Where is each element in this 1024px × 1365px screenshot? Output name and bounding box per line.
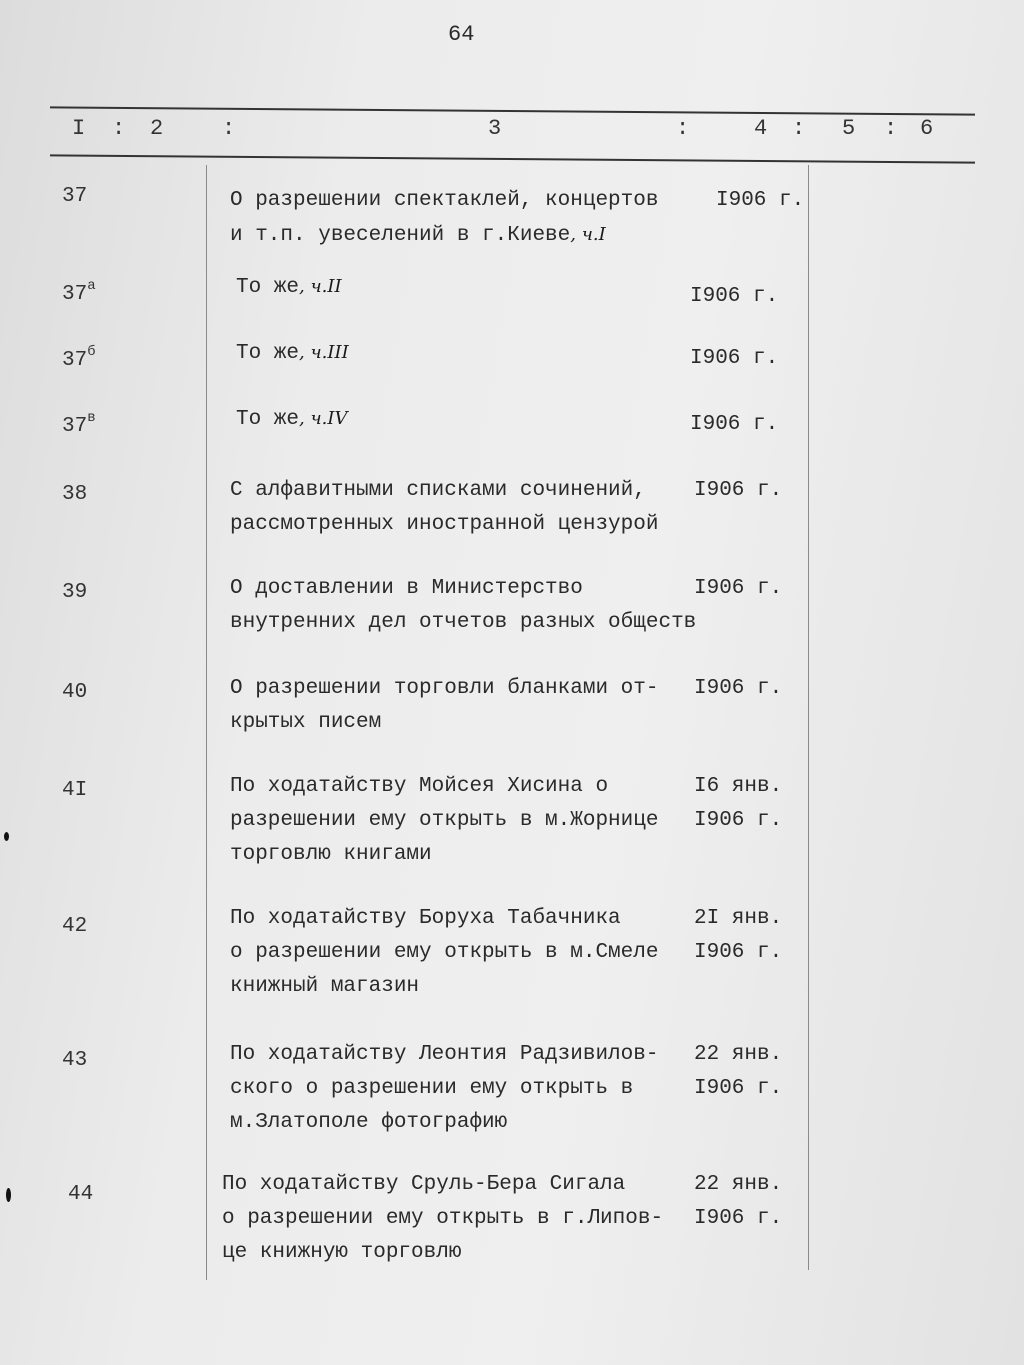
column-divider bbox=[206, 165, 207, 1280]
header-sep: : bbox=[222, 116, 236, 141]
header-sep: : bbox=[884, 116, 898, 141]
header-col-5: 5 bbox=[842, 116, 856, 141]
case-date: I906 г. bbox=[694, 677, 783, 700]
case-title: По ходатайству Сруль-Бера Сигала о разрешении ему открыть в г.Липов- це книжную торговлю bbox=[222, 1173, 664, 1264]
case-number: 38 bbox=[62, 483, 88, 506]
header-sep: : bbox=[792, 116, 806, 141]
case-number: 42 bbox=[62, 915, 88, 938]
case-number: 44 bbox=[68, 1183, 94, 1206]
case-number: 40 bbox=[62, 681, 88, 704]
case-title: То же, ч.IV bbox=[236, 408, 348, 431]
case-date: I906 г. bbox=[690, 285, 779, 308]
case-number: $37^б$ bbox=[62, 344, 96, 372]
case-date: 22 янв. I906 г. bbox=[694, 1043, 783, 1100]
header-sep: : bbox=[676, 116, 690, 141]
header-bottom-rule bbox=[50, 154, 975, 163]
case-title: О разрешении спектаклей, концертов и т.п. увеселений в г.Киеве, ч.I bbox=[230, 189, 659, 247]
header-col-3: 3 bbox=[488, 116, 502, 141]
case-title: По ходатайству Боруха Табачника о разрешении ему открыть в м.Смеле книжный магазин bbox=[230, 907, 659, 998]
header-sep: : bbox=[112, 116, 126, 141]
case-title: О доставлении в Министерство внутренних дел отчетов разных обществ bbox=[230, 577, 697, 634]
case-title: То же, ч.III bbox=[236, 342, 349, 365]
case-date: I906 г. bbox=[694, 577, 783, 600]
case-date: I6 янв. I906 г. bbox=[694, 775, 783, 832]
case-date: I906 г. bbox=[690, 347, 779, 370]
case-date: I906 г. bbox=[694, 479, 783, 502]
case-title: С алфавитными списками сочинений, рассмотренных иностранной цензурой bbox=[230, 479, 659, 536]
case-date: I906 г. bbox=[690, 413, 779, 436]
scan-mark bbox=[6, 1188, 11, 1202]
case-title: То же, ч.II bbox=[236, 276, 342, 299]
case-number: 37 bbox=[62, 185, 88, 208]
case-number: $37^а$ bbox=[62, 278, 96, 306]
case-title: О разрешении торговли бланками от- крытых писем bbox=[230, 677, 659, 734]
handwritten-note: , ч.IV bbox=[299, 408, 348, 429]
case-number: 4I bbox=[62, 779, 88, 802]
header-col-4: 4 bbox=[754, 116, 768, 141]
header-col-6: 6 bbox=[920, 116, 934, 141]
case-date: 2I янв. I906 г. bbox=[694, 907, 783, 964]
column-divider bbox=[808, 165, 809, 1270]
case-title: По ходатайству Мойсея Хисина о разрешении ему открыть в м.Жорнице торговлю книгами bbox=[230, 775, 659, 866]
case-number: 39 bbox=[62, 581, 88, 604]
header-top-rule bbox=[50, 106, 975, 115]
header-col-2: 2 bbox=[150, 116, 164, 141]
case-number: $37^в$ bbox=[62, 410, 96, 438]
handwritten-note: , ч.III bbox=[299, 342, 349, 363]
case-date: 22 янв. I906 г. bbox=[694, 1173, 783, 1230]
scan-mark bbox=[4, 832, 9, 841]
case-date: I906 г. bbox=[716, 189, 805, 212]
handwritten-note: , ч.II bbox=[299, 276, 342, 297]
handwritten-note: , ч.I bbox=[570, 224, 606, 245]
case-title: По ходатайству Леонтия Радзивилов- ского о разрешении ему открыть в м.Златополе фотографию bbox=[230, 1043, 659, 1134]
header-col-1: I bbox=[72, 116, 86, 141]
page-number: 64 bbox=[448, 22, 475, 47]
case-number: 43 bbox=[62, 1049, 88, 1072]
